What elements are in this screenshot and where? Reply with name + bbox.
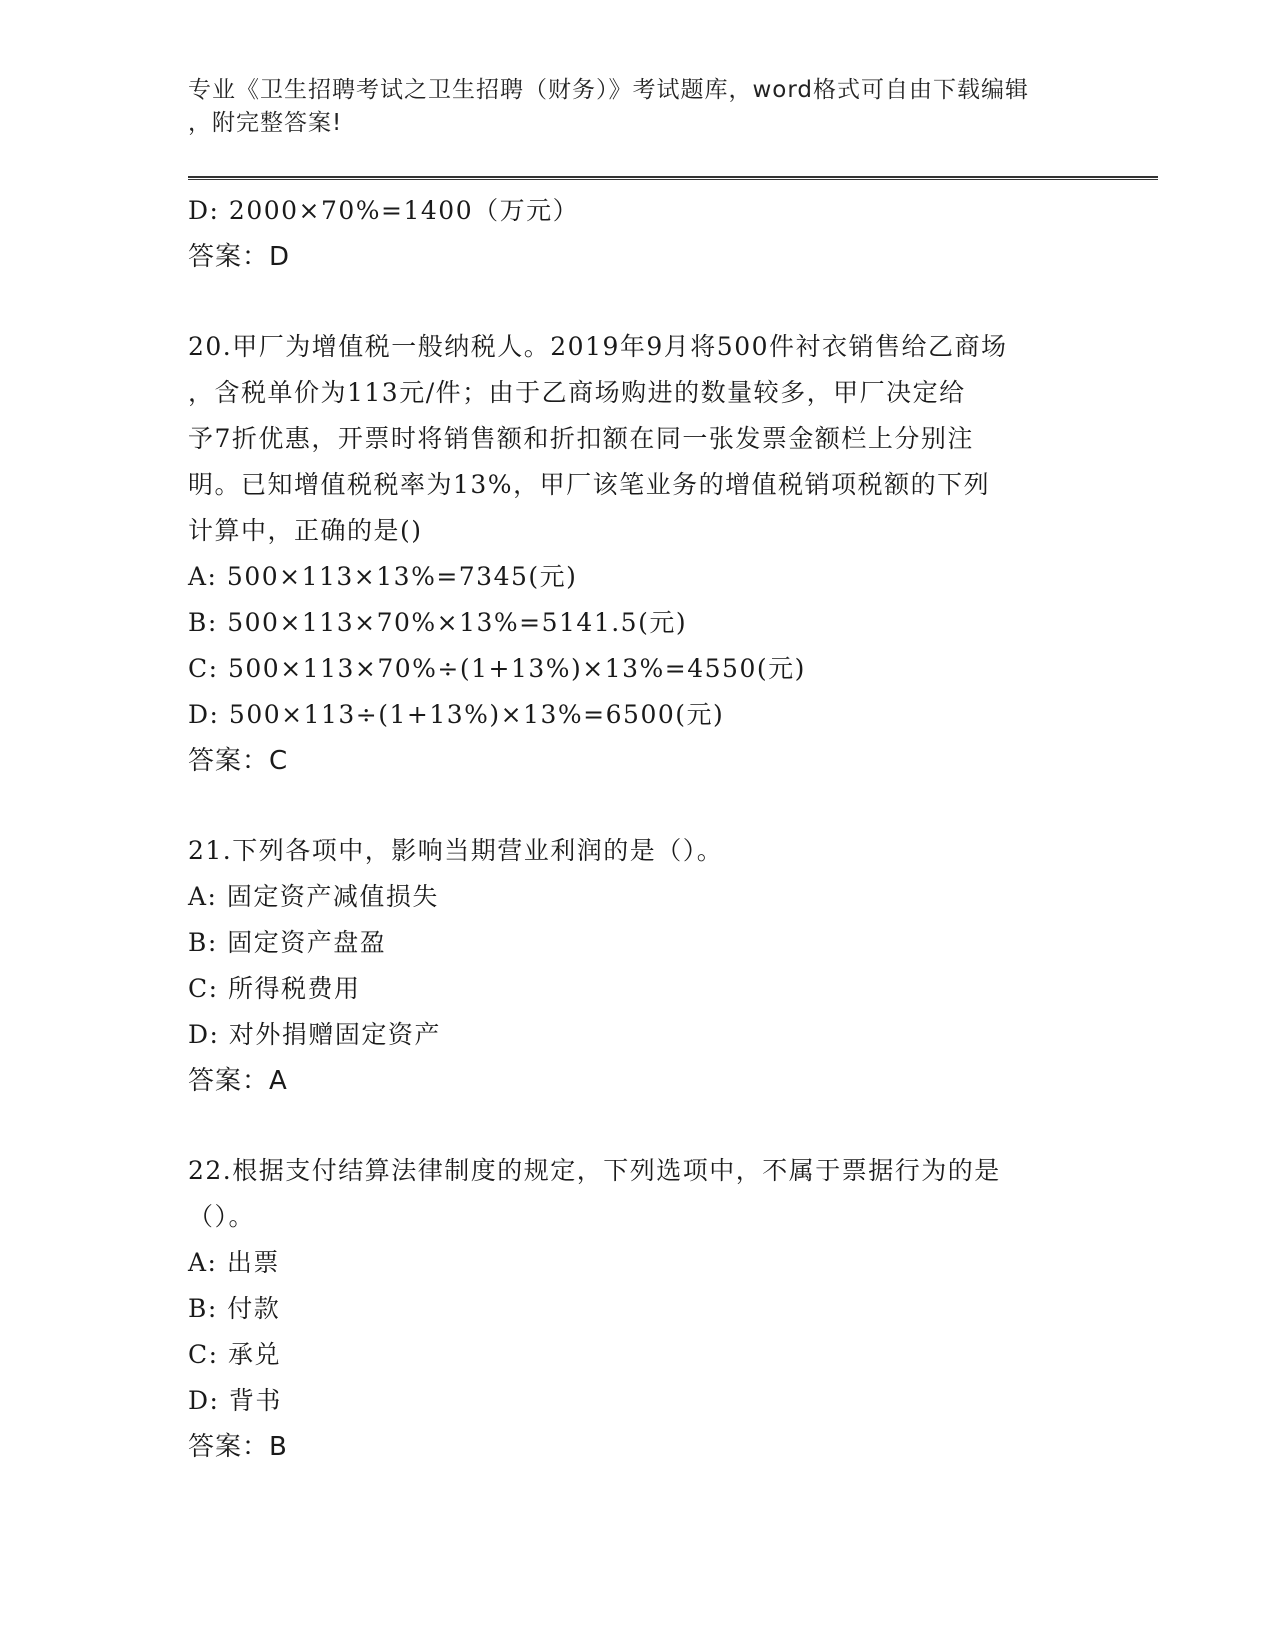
option-b: B: 500×113×70%×13%=5141.5(元) <box>188 608 688 637</box>
question-stem-line: 计算中，正确的是() <box>188 516 423 545</box>
option-c: C: 承兑 <box>188 1340 281 1369</box>
answer-label: 答案：B <box>188 1432 288 1462</box>
question-stem-line: 22.根据支付结算法律制度的规定，下列选项中，不属于票据行为的是 <box>188 1156 1001 1185</box>
question-22 <box>188 1148 1088 1470</box>
answer-label: 答案：C <box>188 746 289 776</box>
question-stem-line: （）。 <box>188 1202 256 1231</box>
header-line-2: ，附完整答案! <box>188 110 343 136</box>
header-divider <box>188 176 1158 180</box>
option-a: A: 固定资产减值损失 <box>188 882 439 911</box>
option-b: B: 固定资产盘盈 <box>188 928 387 957</box>
answer-label: 答案：A <box>188 1066 288 1096</box>
question-list <box>188 188 1088 1470</box>
question-21 <box>188 828 1088 1104</box>
question-20 <box>188 324 1088 784</box>
option-c: C: 所得税费用 <box>188 974 361 1003</box>
answer-label: 答案：D <box>188 242 291 272</box>
header-line-1: 专业《卫生招聘考试之卫生招聘（财务）》考试题库，word格式可自由下载编辑 <box>188 77 1030 103</box>
option-a: A: 500×113×13%=7345(元) <box>188 562 578 591</box>
option-b: B: 付款 <box>188 1294 281 1323</box>
question-stem-line: 予7折优惠，开票时将销售额和折扣额在同一张发票金额栏上分别注 <box>188 424 974 453</box>
option-d: D: 对外捐赠固定资产 <box>188 1020 441 1049</box>
option-d: D: 背书 <box>188 1386 282 1415</box>
question-stem-line: ，含税单价为113元/件；由于乙商场购进的数量较多，甲厂决定给 <box>188 378 966 407</box>
option-d: D: 2000×70%=1400（万元） <box>188 196 580 225</box>
option-a: A: 出票 <box>188 1248 280 1277</box>
question-stem-line: 明。已知增值税税率为13%，甲厂该笔业务的增值税销项税额的下列 <box>188 470 991 499</box>
question-stem-line: 20.甲厂为增值税一般纳税人。2019年9月将500件衬衣销售给乙商场 <box>188 332 1008 361</box>
page-header <box>188 74 1088 140</box>
option-d: D: 500×113÷(1+13%)×13%=6500(元) <box>188 700 725 729</box>
option-c: C: 500×113×70%÷(1+13%)×13%=4550(元) <box>188 654 806 683</box>
question-19 <box>188 188 1088 280</box>
question-stem: 21.下列各项中，影响当期营业利润的是（）。 <box>188 836 724 865</box>
